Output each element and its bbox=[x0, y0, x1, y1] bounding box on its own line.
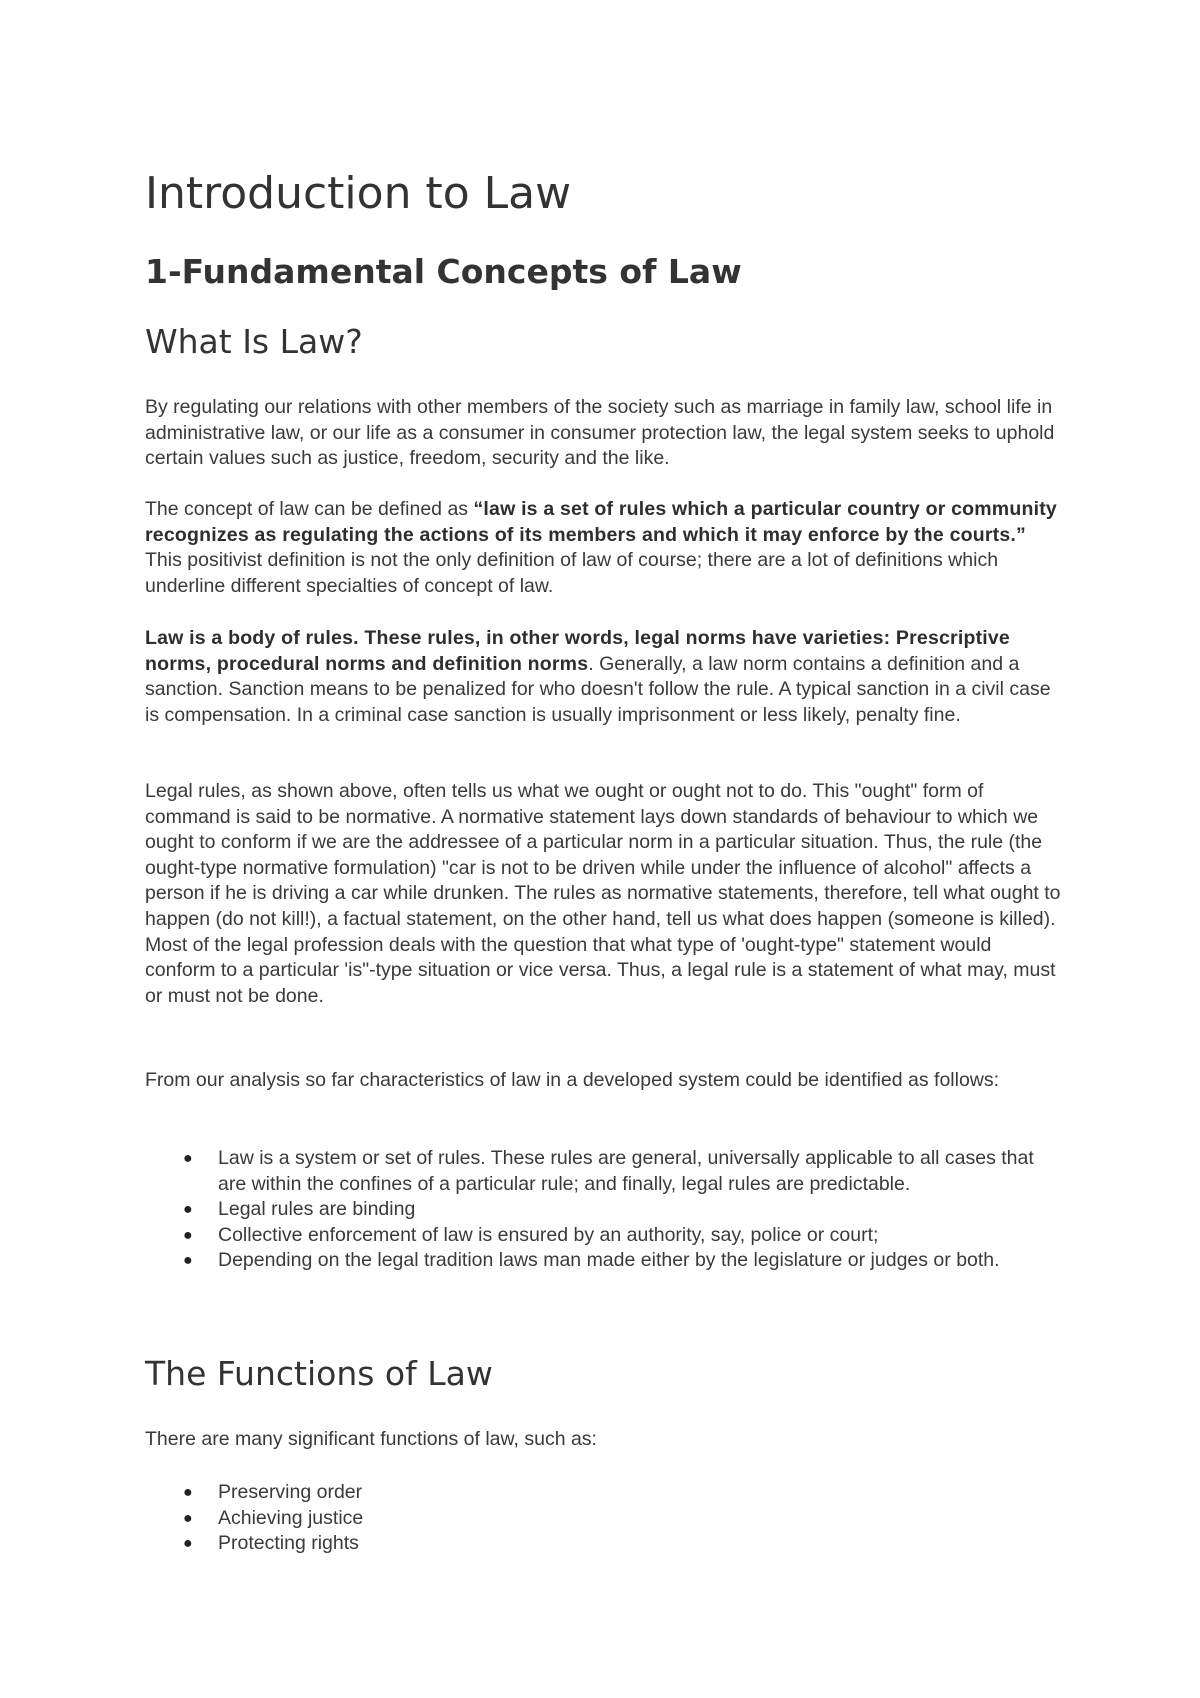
subheading-functions-of-law: The Functions of Law bbox=[145, 1354, 493, 1393]
bullet-icon: ● bbox=[183, 1226, 193, 1244]
list-item: ● Protecting rights bbox=[145, 1531, 1065, 1557]
paragraph-body-of-rules bbox=[145, 626, 1065, 728]
definition-bold-quote: “law is a set of rules which a particular country or community recognizes as regulating the actions of its members and which it may enforce by the courts.” bbox=[145, 498, 1057, 546]
subheading-what-is-law: What Is Law? bbox=[145, 322, 363, 361]
characteristics-list bbox=[145, 1146, 1065, 1274]
definition-lead-text: The concept of law can be defined as bbox=[145, 498, 474, 520]
definition-trailing-text: This positivist definition is not the only definition of law of course; there are a lot of definitions which underline different specialties of concept of law. bbox=[145, 549, 999, 597]
list-item: ● Legal rules are binding bbox=[145, 1197, 1065, 1223]
paragraph-functions-intro: There are many significant functions of law, such as: bbox=[145, 1428, 597, 1450]
list-item: ● Depending on the legal tradition laws man made either by the legislature or judges or both. bbox=[145, 1248, 1065, 1274]
body-of-rules-text: . Generally, a law norm contains a definition and a sanction. Sanction means to be penalized for who doesn't follow the rule. A typical sanction in a civil case is compensation. In a criminal case sanction is usually imprisonment or less likely, penalty fine. bbox=[145, 652, 1051, 726]
list-item: ● Preserving order bbox=[145, 1480, 1065, 1506]
body-of-rules-bold: Law is a body of rules. These rules, in other words, legal norms have varieties: Prescriptive norms, procedural norms and definition norms bbox=[145, 627, 1010, 675]
bullet-icon: ● bbox=[183, 1150, 193, 1167]
bullet-icon: ● bbox=[183, 1535, 193, 1553]
section-heading-fundamental-concepts: 1-Fundamental Concepts of Law bbox=[145, 252, 742, 291]
paragraph-characteristics-intro: From our analysis so far characteristics of law in a developed system could be identified as follows: bbox=[145, 1069, 1000, 1091]
bullet-icon: ● bbox=[183, 1252, 193, 1270]
bullet-icon: ● bbox=[183, 1484, 193, 1501]
list-item: ● Law is a system or set of rules. These rules are general, universally applicable to all cases that are within the confines of a particular rule; and finally, legal rules are predictable. bbox=[183, 1147, 1034, 1195]
paragraph-regulating-relations: By regulating our relations with other members of the society such as marriage in family law, school life in administrative law, or our life as a consumer in consumer protection law, the legal system seeks to uphold certain values such as justice, freedom, security and the like. bbox=[145, 396, 1055, 470]
paragraph-law-definition bbox=[145, 497, 1065, 599]
document-title: Introduction to Law bbox=[145, 168, 572, 219]
bullet-icon: ● bbox=[183, 1201, 193, 1219]
paragraph-normative-statements: Legal rules, as shown above, often tells us what we ought or ought not to do. This "ought" form of command is said to be normative. A normative statement lays down standards of behaviour to which we ought to conform if we are the addressee of a particular norm in a particular situation. Thus, the rule (the ought-type normative formulation) "car is not to be driven while under the influence of alcohol" affects a person if he is driving a car while drunken. The rules as normative statements, therefore, tell what ought to happen (do not kill!), a factual statement, on the other hand, tell us what does happen (someone is killed). Most of the legal profession deals with the question that what type of 'ought-type" statement would conform to a particular 'is"-type situation or vice versa. Thus, a legal rule is a statement of what may, must or must not be done. bbox=[145, 780, 1061, 1007]
functions-list bbox=[145, 1480, 1065, 1557]
list-item: ● Achieving justice bbox=[145, 1506, 1065, 1532]
bullet-icon: ● bbox=[183, 1509, 193, 1527]
list-item: ● Collective enforcement of law is ensured by an authority, say, police or court; bbox=[145, 1223, 1065, 1249]
